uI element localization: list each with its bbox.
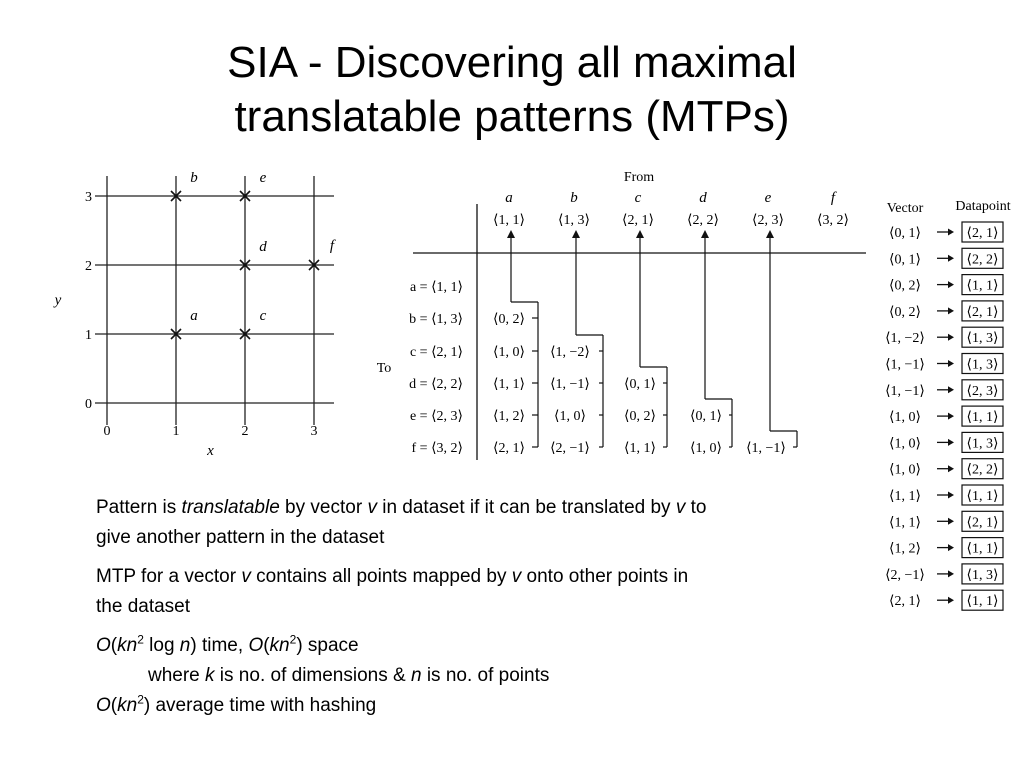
vector-table (377, 170, 866, 460)
vector-cell: ⟨1, −1⟩ (550, 377, 590, 392)
datapoint-entry: ⟨1, 1⟩ (966, 410, 999, 426)
vector-entry: ⟨0, 2⟩ (889, 278, 921, 294)
vector-entry: ⟨1, −1⟩ (885, 357, 925, 373)
from-header: From (623, 170, 655, 185)
mapping-arrowhead (948, 492, 954, 499)
datapoint-column-header: Datapoint (955, 199, 1011, 214)
datapoint-entry: ⟨1, 3⟩ (966, 357, 999, 373)
mapping-arrowhead (948, 255, 954, 262)
vector-entry: ⟨2, 1⟩ (889, 594, 921, 610)
sorted-vector-list (885, 199, 1011, 610)
mapping-arrowhead (948, 439, 954, 446)
column-point: ⟨1, 1⟩ (493, 213, 525, 228)
vector-entry: ⟨1, 0⟩ (889, 410, 921, 426)
connector-arrowhead (766, 230, 774, 238)
datapoint-entry: ⟨2, 1⟩ (966, 226, 999, 241)
vector-entry: ⟨1, 1⟩ (889, 489, 921, 504)
body-text (96, 493, 716, 730)
datapoint-entry: ⟨2, 2⟩ (966, 252, 999, 268)
column-name: b (570, 190, 578, 206)
vector-entry: ⟨1, 0⟩ (889, 436, 921, 452)
vector-entry: ⟨0, 1⟩ (889, 252, 921, 268)
vector-cell: ⟨0, 2⟩ (624, 409, 656, 424)
vector-cell: ⟨2, −1⟩ (550, 441, 590, 456)
connector-arrowhead (701, 230, 709, 238)
column-name: c (634, 190, 642, 206)
mapping-arrowhead (948, 518, 954, 525)
vector-cell: ⟨0, 1⟩ (690, 409, 722, 424)
mapping-arrowhead (948, 597, 954, 604)
vector-cell: ⟨1, 0⟩ (493, 345, 525, 360)
row-label: f = ⟨3, 2⟩ (411, 441, 463, 456)
vector-entry: ⟨1, −2⟩ (885, 331, 925, 347)
connector-arrowhead (572, 230, 580, 238)
data-point-label: e (259, 170, 267, 186)
vector-cell: ⟨1, −2⟩ (550, 345, 590, 360)
y-axis-label: y (54, 292, 62, 309)
column-name: f (830, 190, 836, 206)
connector-arrowhead (636, 230, 644, 238)
datapoint-entry: ⟨2, 1⟩ (966, 304, 999, 320)
vector-cell: ⟨1, −1⟩ (746, 441, 786, 456)
mapping-arrowhead (948, 229, 954, 236)
mapping-arrowhead (948, 360, 954, 367)
row-label: a = ⟨1, 1⟩ (409, 280, 463, 295)
vector-cell: ⟨1, 2⟩ (493, 409, 525, 424)
x-tick-label: 0 (103, 424, 111, 439)
column-point: ⟨1, 3⟩ (558, 213, 590, 228)
vector-cell: ⟨1, 0⟩ (690, 441, 722, 456)
mapping-arrowhead (948, 334, 954, 341)
mapping-arrowhead (948, 465, 954, 472)
x-tick-label: 3 (310, 424, 318, 439)
vector-entry: ⟨1, 1⟩ (889, 515, 921, 531)
datapoint-entry: ⟨2, 2⟩ (966, 462, 999, 478)
y-tick-label: 2 (85, 259, 92, 274)
row-label: b = ⟨1, 3⟩ (409, 312, 463, 327)
column-point: ⟨3, 2⟩ (817, 213, 849, 228)
column-name: a (505, 190, 513, 206)
point-set-plot (53, 170, 336, 459)
datapoint-entry: ⟨1, 3⟩ (966, 436, 999, 452)
column-point: ⟨2, 3⟩ (752, 213, 784, 228)
row-label: d = ⟨2, 2⟩ (409, 377, 463, 392)
data-point-label: c (259, 308, 267, 324)
row-label: c = ⟨2, 1⟩ (409, 345, 463, 360)
mapping-arrowhead (948, 307, 954, 314)
column-point: ⟨2, 1⟩ (622, 213, 654, 228)
data-point-label: d (259, 239, 267, 255)
vector-cell: ⟨2, 1⟩ (493, 441, 525, 456)
vector-entry: ⟨1, 0⟩ (889, 462, 921, 478)
data-point-label: b (190, 170, 198, 186)
vector-cell: ⟨1, 1⟩ (493, 377, 525, 392)
y-tick-label: 0 (85, 397, 92, 412)
paragraph-where: where k is no. of dimensions & n is no. of points (148, 665, 550, 686)
y-tick-label: 3 (85, 190, 92, 205)
datapoint-entry: ⟨1, 1⟩ (966, 541, 999, 557)
vector-cell: ⟨0, 2⟩ (493, 312, 525, 327)
vector-cell: ⟨0, 1⟩ (624, 377, 656, 392)
x-tick-label: 1 (172, 424, 180, 439)
vector-column-header: Vector (886, 201, 924, 216)
vector-entry: ⟨0, 2⟩ (889, 304, 921, 320)
column-point: ⟨2, 2⟩ (687, 213, 719, 228)
mapping-arrowhead (948, 386, 954, 393)
datapoint-entry: ⟨1, 3⟩ (966, 331, 999, 347)
to-header: To (376, 361, 392, 376)
paragraph-mtp: MTP for a vector v contains all points mapped by v onto other points in the dataset (96, 566, 689, 617)
vector-cell: ⟨1, 1⟩ (624, 441, 656, 456)
vector-entry: ⟨1, −1⟩ (885, 383, 925, 399)
mapping-arrowhead (948, 413, 954, 420)
paragraph-complexity: $O(kn^2$ log n) time, $O(kn^2)$ space (96, 632, 359, 656)
title-line-1: SIA - Discovering all maximal (227, 38, 797, 87)
mapping-arrowhead (948, 281, 954, 288)
datapoint-entry: ⟨1, 1⟩ (966, 489, 999, 504)
mapping-arrowhead (948, 544, 954, 551)
title-line-2: translatable patterns (MTPs) (234, 92, 790, 141)
vector-cell: ⟨1, 0⟩ (554, 409, 586, 424)
x-axis-label: x (207, 443, 214, 459)
datapoint-entry: ⟨1, 1⟩ (966, 278, 999, 294)
vector-entry: ⟨1, 2⟩ (889, 541, 921, 557)
data-point-label: a (190, 308, 198, 324)
vector-entry: ⟨2, −1⟩ (885, 567, 925, 583)
datapoint-entry: ⟨1, 3⟩ (966, 567, 999, 583)
datapoint-entry: ⟨2, 3⟩ (966, 383, 999, 399)
data-point-label: f (329, 238, 335, 254)
connector-arrowhead (507, 230, 515, 238)
y-tick-label: 1 (85, 328, 92, 343)
column-name: d (699, 190, 707, 206)
vector-entry: ⟨0, 1⟩ (889, 226, 921, 241)
paragraph-hashing: $O(kn^2)$ average time with hashing (96, 692, 377, 716)
column-name: e (764, 190, 772, 206)
x-tick-label: 2 (241, 424, 249, 439)
paragraph-translatable: Pattern is translatable by vector v in dataset if it can be translated by v to give another pattern in the dataset (96, 497, 707, 548)
datapoint-entry: ⟨1, 1⟩ (966, 594, 999, 610)
datapoint-entry: ⟨2, 1⟩ (966, 515, 999, 531)
row-label: e = ⟨2, 3⟩ (409, 409, 463, 424)
mapping-arrowhead (948, 570, 954, 577)
